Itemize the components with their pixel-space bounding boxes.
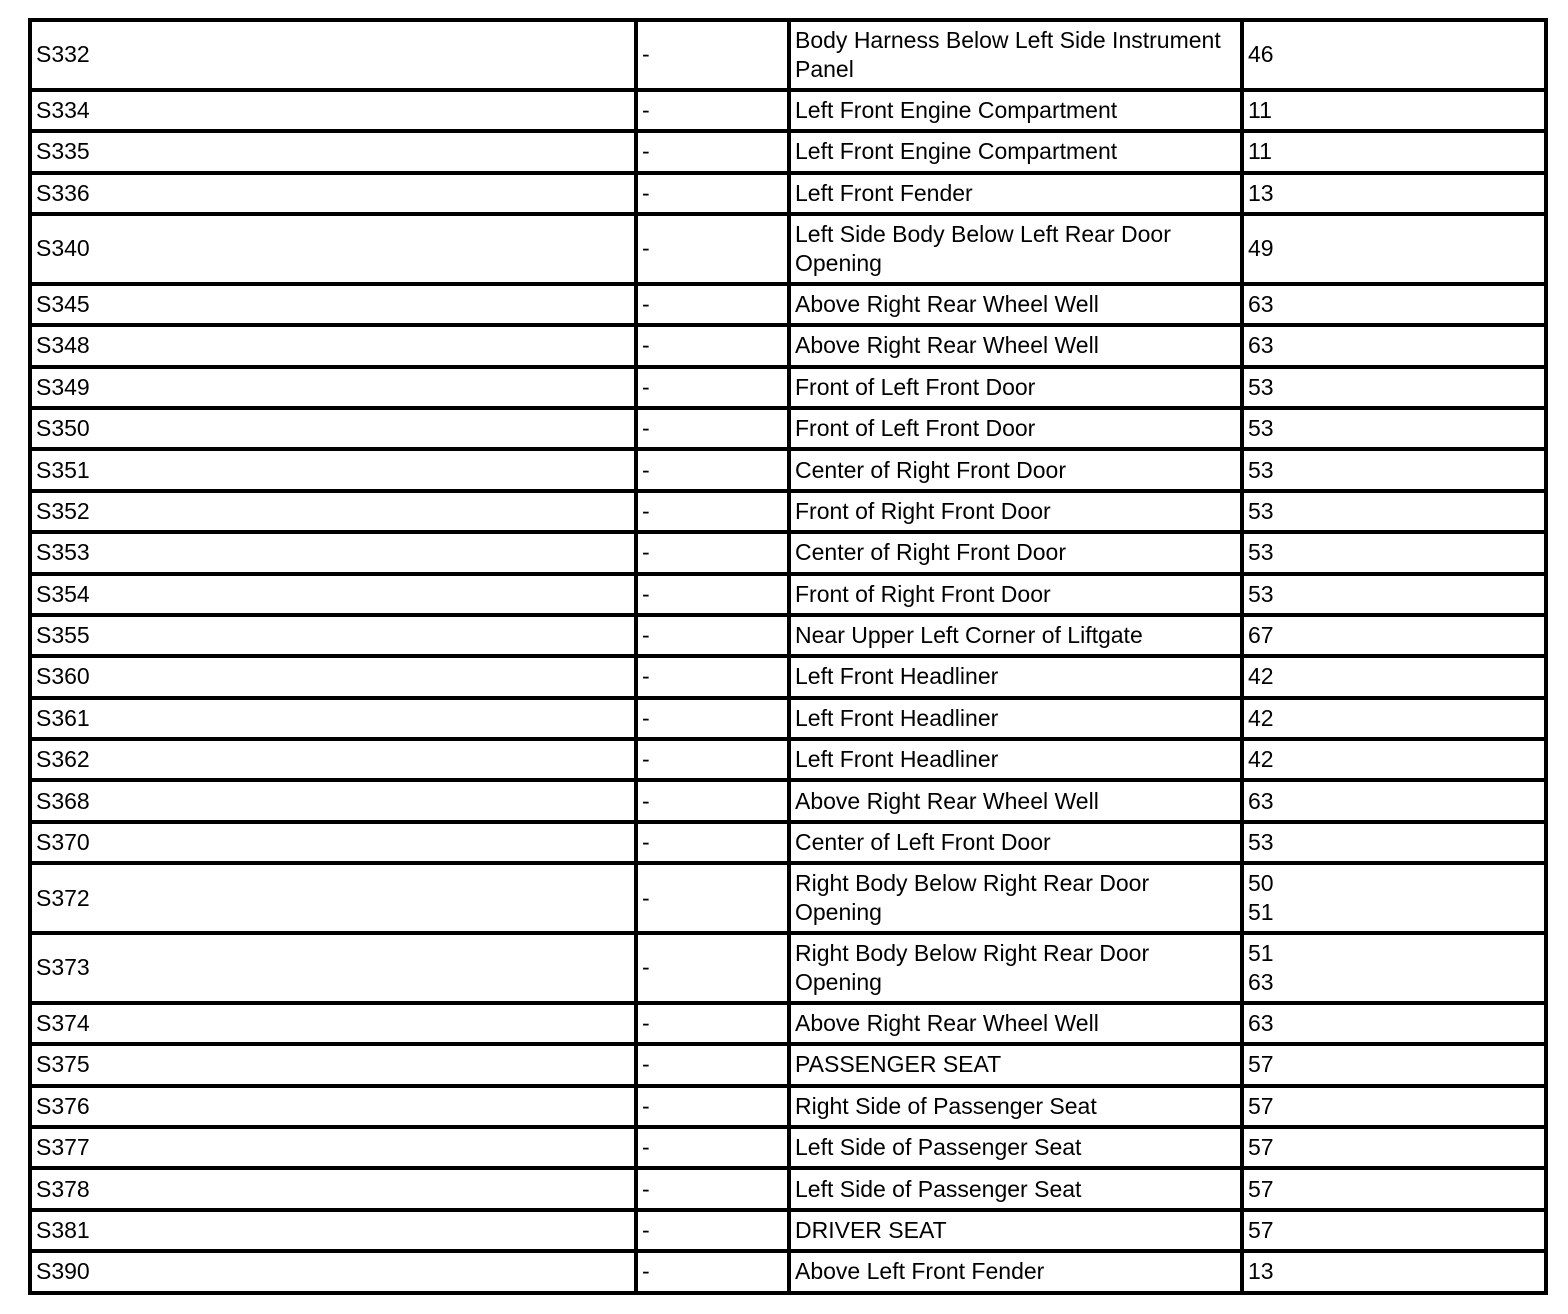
page-number: 57 — [1248, 1175, 1274, 1202]
dash-cell: - — [636, 491, 789, 532]
splice-id-cell: S361 — [30, 698, 636, 739]
location-cell: DRIVER SEAT — [789, 1210, 1242, 1251]
splice-id-cell: S352 — [30, 491, 636, 532]
splice-id-cell: S378 — [30, 1168, 636, 1209]
table-row — [30, 173, 1546, 214]
table-row — [30, 574, 1546, 615]
dash-cell: - — [636, 574, 789, 615]
page-cell — [1242, 1127, 1546, 1168]
dash-cell: - — [636, 1251, 789, 1292]
page-cell — [1242, 615, 1546, 656]
table-row — [30, 20, 1546, 90]
splice-id-cell: S340 — [30, 214, 636, 284]
table-row — [30, 131, 1546, 172]
page-number: 42 — [1248, 663, 1274, 690]
page-number: 11 — [1248, 96, 1272, 123]
location-cell: Front of Left Front Door — [789, 408, 1242, 449]
splice-id-cell: S348 — [30, 325, 636, 366]
splice-id-cell: S350 — [30, 408, 636, 449]
table-row — [30, 698, 1546, 739]
dash-cell: - — [636, 449, 789, 490]
table-row — [30, 656, 1546, 697]
dash-cell: - — [636, 780, 789, 821]
location-cell: Front of Left Front Door — [789, 367, 1242, 408]
page-cell — [1242, 698, 1546, 739]
dash-cell: - — [636, 1003, 789, 1044]
location-cell: Left Front Engine Compartment — [789, 131, 1242, 172]
page-cell — [1242, 863, 1546, 933]
table-row — [30, 1251, 1546, 1292]
splice-id-cell: S372 — [30, 863, 636, 933]
table-row — [30, 532, 1546, 573]
location-cell: Left Side of Passenger Seat — [789, 1168, 1242, 1209]
page-cell — [1242, 449, 1546, 490]
location-cell: Above Right Rear Wheel Well — [789, 284, 1242, 325]
page-number: 13 — [1248, 1258, 1274, 1285]
splice-id-cell: S336 — [30, 173, 636, 214]
splice-id-cell: S373 — [30, 933, 636, 1003]
page-number: 67 — [1248, 622, 1274, 649]
dash-cell: - — [636, 325, 789, 366]
splice-id-cell: S375 — [30, 1044, 636, 1085]
page-cell — [1242, 131, 1546, 172]
page-cell — [1242, 1086, 1546, 1127]
dash-cell: - — [636, 1044, 789, 1085]
page-number: 63 — [1248, 787, 1274, 814]
location-cell: Left Side Body Below Left Rear Door Opening — [789, 214, 1242, 284]
location-cell: Left Front Headliner — [789, 698, 1242, 739]
table-row — [30, 90, 1546, 131]
page-number: 63 — [1248, 332, 1274, 359]
splice-id-cell: S334 — [30, 90, 636, 131]
splice-id-cell: S335 — [30, 131, 636, 172]
dash-cell: - — [636, 863, 789, 933]
location-cell: Above Left Front Fender — [789, 1251, 1242, 1292]
page-number: 63 — [1248, 290, 1274, 317]
dash-cell: - — [636, 933, 789, 1003]
table-row — [30, 1044, 1546, 1085]
table-row — [30, 284, 1546, 325]
table-row — [30, 822, 1546, 863]
page-number: 51 — [1248, 939, 1274, 966]
page-cell — [1242, 367, 1546, 408]
page-cell — [1242, 933, 1546, 1003]
page-cell — [1242, 656, 1546, 697]
page-cell — [1242, 739, 1546, 780]
splice-id-cell: S381 — [30, 1210, 636, 1251]
location-cell: Above Right Rear Wheel Well — [789, 1003, 1242, 1044]
dash-cell: - — [636, 408, 789, 449]
dash-cell: - — [636, 214, 789, 284]
splice-id-cell: S360 — [30, 656, 636, 697]
splice-id-cell: S349 — [30, 367, 636, 408]
splice-id-cell: S376 — [30, 1086, 636, 1127]
page-number: 63 — [1248, 968, 1274, 995]
dash-cell: - — [636, 532, 789, 573]
location-cell: Left Front Fender — [789, 173, 1242, 214]
page-number: 53 — [1248, 497, 1274, 524]
location-cell: Left Side of Passenger Seat — [789, 1127, 1242, 1168]
location-cell: Body Harness Below Left Side Instrument Panel — [789, 20, 1242, 90]
location-cell: Left Front Headliner — [789, 656, 1242, 697]
page-cell — [1242, 325, 1546, 366]
page-cell — [1242, 1251, 1546, 1292]
dash-cell: - — [636, 367, 789, 408]
splice-id-cell: S390 — [30, 1251, 636, 1292]
splice-id-cell: S345 — [30, 284, 636, 325]
page-cell — [1242, 532, 1546, 573]
page-cell — [1242, 90, 1546, 131]
location-cell: Right Body Below Right Rear Door Opening — [789, 933, 1242, 1003]
table-row — [30, 214, 1546, 284]
location-cell: Front of Right Front Door — [789, 574, 1242, 615]
page-cell — [1242, 20, 1546, 90]
page-number: 49 — [1248, 235, 1274, 262]
page-cell — [1242, 1044, 1546, 1085]
splice-id-cell: S370 — [30, 822, 636, 863]
location-cell: Center of Right Front Door — [789, 532, 1242, 573]
table-row — [30, 1127, 1546, 1168]
page-number: 53 — [1248, 373, 1274, 400]
dash-cell: - — [636, 656, 789, 697]
splice-id-cell: S368 — [30, 780, 636, 821]
dash-cell: - — [636, 739, 789, 780]
page-cell — [1242, 1003, 1546, 1044]
table-row — [30, 615, 1546, 656]
splice-id-cell: S353 — [30, 532, 636, 573]
table-row — [30, 449, 1546, 490]
page-number: 63 — [1248, 1010, 1274, 1037]
page-cell — [1242, 574, 1546, 615]
page-number: 57 — [1248, 1051, 1274, 1078]
splice-id-cell: S362 — [30, 739, 636, 780]
table-row — [30, 408, 1546, 449]
dash-cell: - — [636, 90, 789, 131]
dash-cell: - — [636, 1127, 789, 1168]
page-number: 46 — [1248, 41, 1274, 68]
dash-cell: - — [636, 20, 789, 90]
page-cell — [1242, 408, 1546, 449]
table-row — [30, 491, 1546, 532]
page-cell — [1242, 491, 1546, 532]
splice-id-cell: S377 — [30, 1127, 636, 1168]
dash-cell: - — [636, 822, 789, 863]
splice-id-cell: S354 — [30, 574, 636, 615]
page-cell — [1242, 284, 1546, 325]
page-number: 57 — [1248, 1216, 1274, 1243]
table-row — [30, 325, 1546, 366]
page-number: 11 — [1248, 138, 1272, 165]
page-number: 53 — [1248, 580, 1274, 607]
location-cell: Front of Right Front Door — [789, 491, 1242, 532]
page-number: 57 — [1248, 1134, 1274, 1161]
dash-cell: - — [636, 698, 789, 739]
location-cell: Right Side of Passenger Seat — [789, 1086, 1242, 1127]
page-number: 42 — [1248, 704, 1274, 731]
dash-cell: - — [636, 131, 789, 172]
splice-id-cell: S374 — [30, 1003, 636, 1044]
page-number: 57 — [1248, 1092, 1274, 1119]
page-cell — [1242, 1168, 1546, 1209]
location-cell: Above Right Rear Wheel Well — [789, 325, 1242, 366]
page-number: 53 — [1248, 539, 1274, 566]
location-cell: Near Upper Left Corner of Liftgate — [789, 615, 1242, 656]
page-number: 42 — [1248, 746, 1274, 773]
table-row — [30, 933, 1546, 1003]
dash-cell: - — [636, 1210, 789, 1251]
dash-cell: - — [636, 173, 789, 214]
page-cell — [1242, 822, 1546, 863]
location-cell: Above Right Rear Wheel Well — [789, 780, 1242, 821]
page-number: 50 — [1248, 870, 1274, 897]
table-row — [30, 780, 1546, 821]
table-row — [30, 1086, 1546, 1127]
splice-location-table — [28, 18, 1548, 1295]
page-number: 53 — [1248, 456, 1274, 483]
location-cell: PASSENGER SEAT — [789, 1044, 1242, 1085]
splice-id-cell: S355 — [30, 615, 636, 656]
page-number: 53 — [1248, 829, 1274, 856]
page-number: 53 — [1248, 415, 1274, 442]
table-row — [30, 863, 1546, 933]
location-cell: Left Front Engine Compartment — [789, 90, 1242, 131]
page-number: 51 — [1248, 899, 1274, 926]
table-row — [30, 1168, 1546, 1209]
location-cell: Left Front Headliner — [789, 739, 1242, 780]
page-cell — [1242, 780, 1546, 821]
location-cell: Right Body Below Right Rear Door Opening — [789, 863, 1242, 933]
table-row — [30, 367, 1546, 408]
location-cell: Center of Right Front Door — [789, 449, 1242, 490]
splice-id-cell: S351 — [30, 449, 636, 490]
page-number: 13 — [1248, 179, 1274, 206]
table-body — [30, 20, 1546, 1293]
dash-cell: - — [636, 284, 789, 325]
dash-cell: - — [636, 615, 789, 656]
page-cell — [1242, 1210, 1546, 1251]
table-row — [30, 739, 1546, 780]
page-cell — [1242, 214, 1546, 284]
splice-id-cell: S332 — [30, 20, 636, 90]
table-row — [30, 1210, 1546, 1251]
location-cell: Center of Left Front Door — [789, 822, 1242, 863]
dash-cell: - — [636, 1168, 789, 1209]
dash-cell: - — [636, 1086, 789, 1127]
table-row — [30, 1003, 1546, 1044]
page-cell — [1242, 173, 1546, 214]
